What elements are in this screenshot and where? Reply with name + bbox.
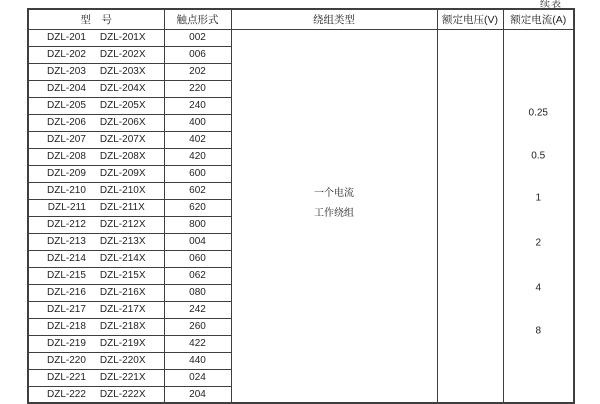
model-number-x: DZL-210X — [99, 185, 146, 196]
winding-type-text: 一个电流 工作绕组 — [314, 187, 354, 219]
contact-form-cell: 004 — [164, 233, 231, 250]
model-cell — [28, 199, 164, 216]
model-cell — [28, 335, 164, 352]
contact-form-cell: 602 — [164, 182, 231, 199]
model-cell — [28, 131, 164, 148]
rated-current-value: 0.25 — [528, 107, 548, 118]
model-cell — [28, 267, 164, 284]
model-number: DZL-207 — [47, 134, 86, 145]
model-cell — [28, 318, 164, 335]
header-contact-form: 触点形式 — [164, 9, 231, 29]
table-header-row — [28, 9, 574, 29]
model-number: DZL-218 — [47, 321, 86, 332]
model-number: DZL-206 — [47, 117, 86, 128]
model-cell — [28, 165, 164, 182]
contact-form-cell: 220 — [164, 80, 231, 97]
model-number: DZL-209 — [47, 168, 86, 179]
model-number-x: DZL-216X — [99, 287, 146, 298]
contact-form-cell: 400 — [164, 114, 231, 131]
model-number-x: DZL-222X — [99, 388, 146, 400]
model-cell — [28, 216, 164, 233]
model-number-x: DZL-214X — [99, 253, 146, 264]
model-number-x: DZL-213X — [99, 236, 146, 247]
model-number: DZL-210 — [47, 185, 86, 196]
model-cell — [28, 114, 164, 131]
contact-form-cell: 422 — [164, 335, 231, 352]
model-number-x: DZL-220X — [99, 355, 146, 366]
model-number-x: DZL-205X — [99, 100, 146, 111]
model-number: DZL-215 — [47, 270, 86, 281]
contact-form-cell: 260 — [164, 318, 231, 335]
rated-current-value: 0.5 — [531, 150, 546, 161]
model-number: DZL-217 — [47, 304, 86, 315]
model-number: DZL-213 — [47, 236, 86, 247]
contact-form-cell: 620 — [164, 199, 231, 216]
model-cell — [28, 148, 164, 165]
model-number-x: DZL-202X — [99, 49, 146, 60]
model-number: DZL-222 — [47, 388, 86, 400]
model-number-x: DZL-209X — [99, 168, 146, 179]
model-cell — [28, 97, 164, 114]
model-number-x: DZL-219X — [99, 338, 146, 349]
model-number: DZL-212 — [47, 219, 86, 230]
contact-form-cell: 240 — [164, 97, 231, 114]
model-number-x: DZL-201X — [99, 32, 146, 43]
model-number: DZL-205 — [47, 100, 86, 111]
winding-type-cell — [231, 29, 437, 403]
model-number-x: DZL-211X — [99, 202, 145, 213]
table-row — [28, 29, 574, 46]
model-number-x: DZL-212X — [99, 219, 146, 230]
contact-form-cell: 420 — [164, 148, 231, 165]
model-cell — [28, 352, 164, 369]
header-model: 型 号 — [28, 9, 164, 29]
model-number: DZL-219 — [47, 338, 86, 349]
model-number: DZL-203 — [47, 66, 86, 77]
model-cell — [28, 80, 164, 97]
model-number: DZL-216 — [47, 287, 86, 298]
model-number-x: DZL-215X — [99, 270, 146, 281]
model-cell — [28, 182, 164, 199]
model-number: DZL-214 — [47, 253, 86, 264]
contact-form-cell: 242 — [164, 301, 231, 318]
contact-form-cell: 080 — [164, 284, 231, 301]
model-cell — [28, 233, 164, 250]
model-cell — [28, 386, 164, 403]
rated-current-cell — [503, 29, 574, 403]
rated-voltage-cell — [437, 29, 503, 403]
model-number: DZL-202 — [47, 49, 86, 60]
contact-form-cell: 600 — [164, 165, 231, 182]
contact-form-cell: 800 — [164, 216, 231, 233]
model-number: DZL-220 — [47, 355, 86, 366]
contact-form-cell: 440 — [164, 352, 231, 369]
model-number-x: DZL-208X — [99, 151, 146, 162]
header-rated-current: 额定电流(A) — [503, 9, 574, 29]
header-rated-voltage: 额定电压(V) — [437, 9, 503, 29]
contact-form-cell: 062 — [164, 267, 231, 284]
rated-current-value: 4 — [535, 282, 542, 293]
header-winding-type: 绕组类型 — [231, 9, 437, 29]
model-number-x: DZL-204X — [99, 83, 146, 94]
model-number: DZL-208 — [47, 151, 86, 162]
rated-current-value: 1 — [535, 192, 542, 203]
model-cell — [28, 369, 164, 386]
contact-form-cell: 060 — [164, 250, 231, 267]
model-number: DZL-211 — [47, 202, 86, 213]
contact-form-cell: 002 — [164, 29, 231, 46]
contact-form-cell: 202 — [164, 63, 231, 80]
model-cell — [28, 63, 164, 80]
model-number-x: DZL-221X — [99, 372, 146, 383]
model-cell — [28, 301, 164, 318]
contact-form-cell: 006 — [164, 46, 231, 63]
contact-form-cell: 204 — [164, 386, 231, 403]
model-number-x: DZL-217X — [99, 304, 146, 315]
model-number-x: DZL-218X — [99, 321, 146, 332]
model-cell — [28, 250, 164, 267]
model-cell — [28, 284, 164, 301]
model-cell — [28, 29, 164, 46]
model-number: DZL-201 — [47, 32, 86, 43]
rated-current-value: 8 — [535, 325, 542, 336]
contact-form-cell: 402 — [164, 131, 231, 148]
model-number: DZL-221 — [47, 372, 86, 383]
model-number-x: DZL-207X — [99, 134, 146, 145]
model-number: DZL-204 — [47, 83, 86, 94]
model-cell — [28, 46, 164, 63]
model-number-x: DZL-206X — [99, 117, 146, 128]
model-number-x: DZL-203X — [99, 66, 146, 77]
rated-current-value: 2 — [535, 237, 542, 248]
contact-form-cell: 024 — [164, 369, 231, 386]
continued-table-note: 续表 — [540, 0, 562, 10]
relay-spec-table — [27, 8, 575, 404]
